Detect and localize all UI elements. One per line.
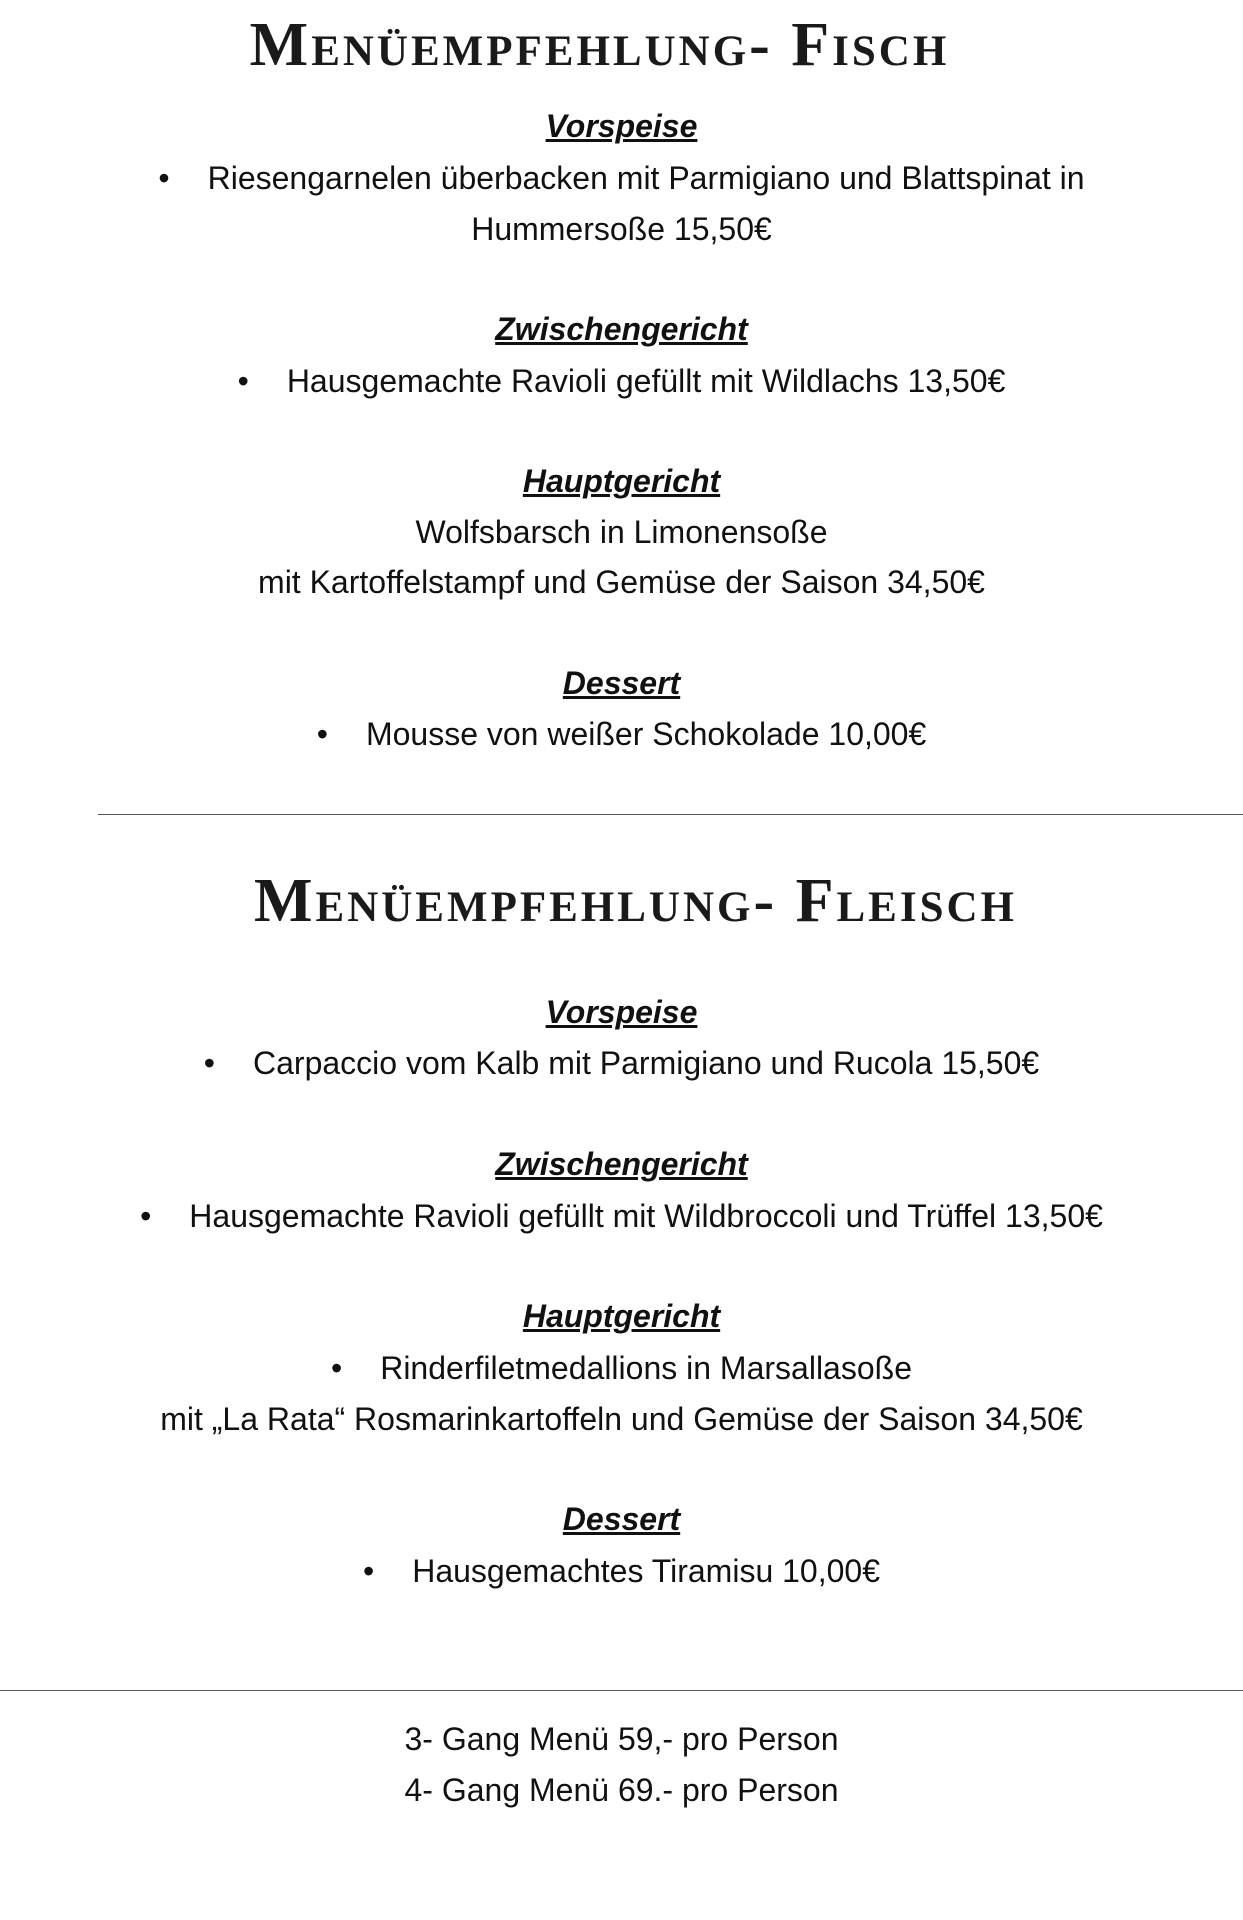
price-4-gang: 4- Gang Menü 69.- pro Person xyxy=(404,1772,839,1808)
heading-dessert-fisch: Dessert xyxy=(562,665,681,701)
menu-title-fleisch: Menüempfehlung- Fleisch xyxy=(254,867,1017,935)
dish-dessert-fisch: • Mousse von weißer Schokolade 10,00€ xyxy=(0,718,1243,750)
dish-zwischengericht-fisch: • Hausgemachte Ravioli gefüllt mit Wildlachs 13,50€ xyxy=(0,365,1243,397)
menu-title-fisch: Menüempfehlung- Fisch xyxy=(249,11,950,79)
heading-dessert-fleisch: Dessert xyxy=(562,1501,681,1537)
price-3-gang: 3- Gang Menü 59,- pro Person xyxy=(404,1721,839,1757)
heading-vorspeise-fleisch: Vorspeise xyxy=(545,994,698,1030)
heading-zwischengericht-fleisch: Zwischengericht xyxy=(495,1146,748,1182)
dish-hauptgericht-fleisch-line1: • Rinderfiletmedallions in Marsallasoße xyxy=(0,1352,1243,1384)
heading-vorspeise-fisch: Vorspeise xyxy=(545,108,698,144)
heading-hauptgericht-fisch: Hauptgericht xyxy=(522,463,721,499)
dish-hauptgericht-fisch-line2: mit Kartoffelstampf und Gemüse der Saison 34,50€ xyxy=(258,564,985,600)
dish-hauptgericht-fisch-line1: Wolfsbarsch in Limonensoße xyxy=(415,514,828,550)
heading-zwischengericht-fisch: Zwischengericht xyxy=(495,311,748,347)
dish-vorspeise-fisch-line1: • Riesengarnelen überbacken mit Parmigiano und Blattspinat in xyxy=(0,162,1243,194)
dish-dessert-fleisch: • Hausgemachtes Tiramisu 10,00€ xyxy=(0,1555,1243,1587)
heading-hauptgericht-fleisch: Hauptgericht xyxy=(522,1298,721,1334)
section-divider xyxy=(98,814,1243,815)
dish-vorspeise-fisch-line2: Hummersoße 15,50€ xyxy=(471,211,772,247)
dish-hauptgericht-fleisch-line2: mit „La Rata“ Rosmarinkartoffeln und Gemüse der Saison 34,50€ xyxy=(160,1401,1083,1437)
dish-vorspeise-fleisch: • Carpaccio vom Kalb mit Parmigiano und Rucola 15,50€ xyxy=(0,1047,1243,1079)
footer-divider xyxy=(0,1690,1243,1691)
dish-zwischengericht-fleisch: • Hausgemachte Ravioli gefüllt mit Wildbroccoli und Trüffel 13,50€ xyxy=(0,1200,1243,1232)
